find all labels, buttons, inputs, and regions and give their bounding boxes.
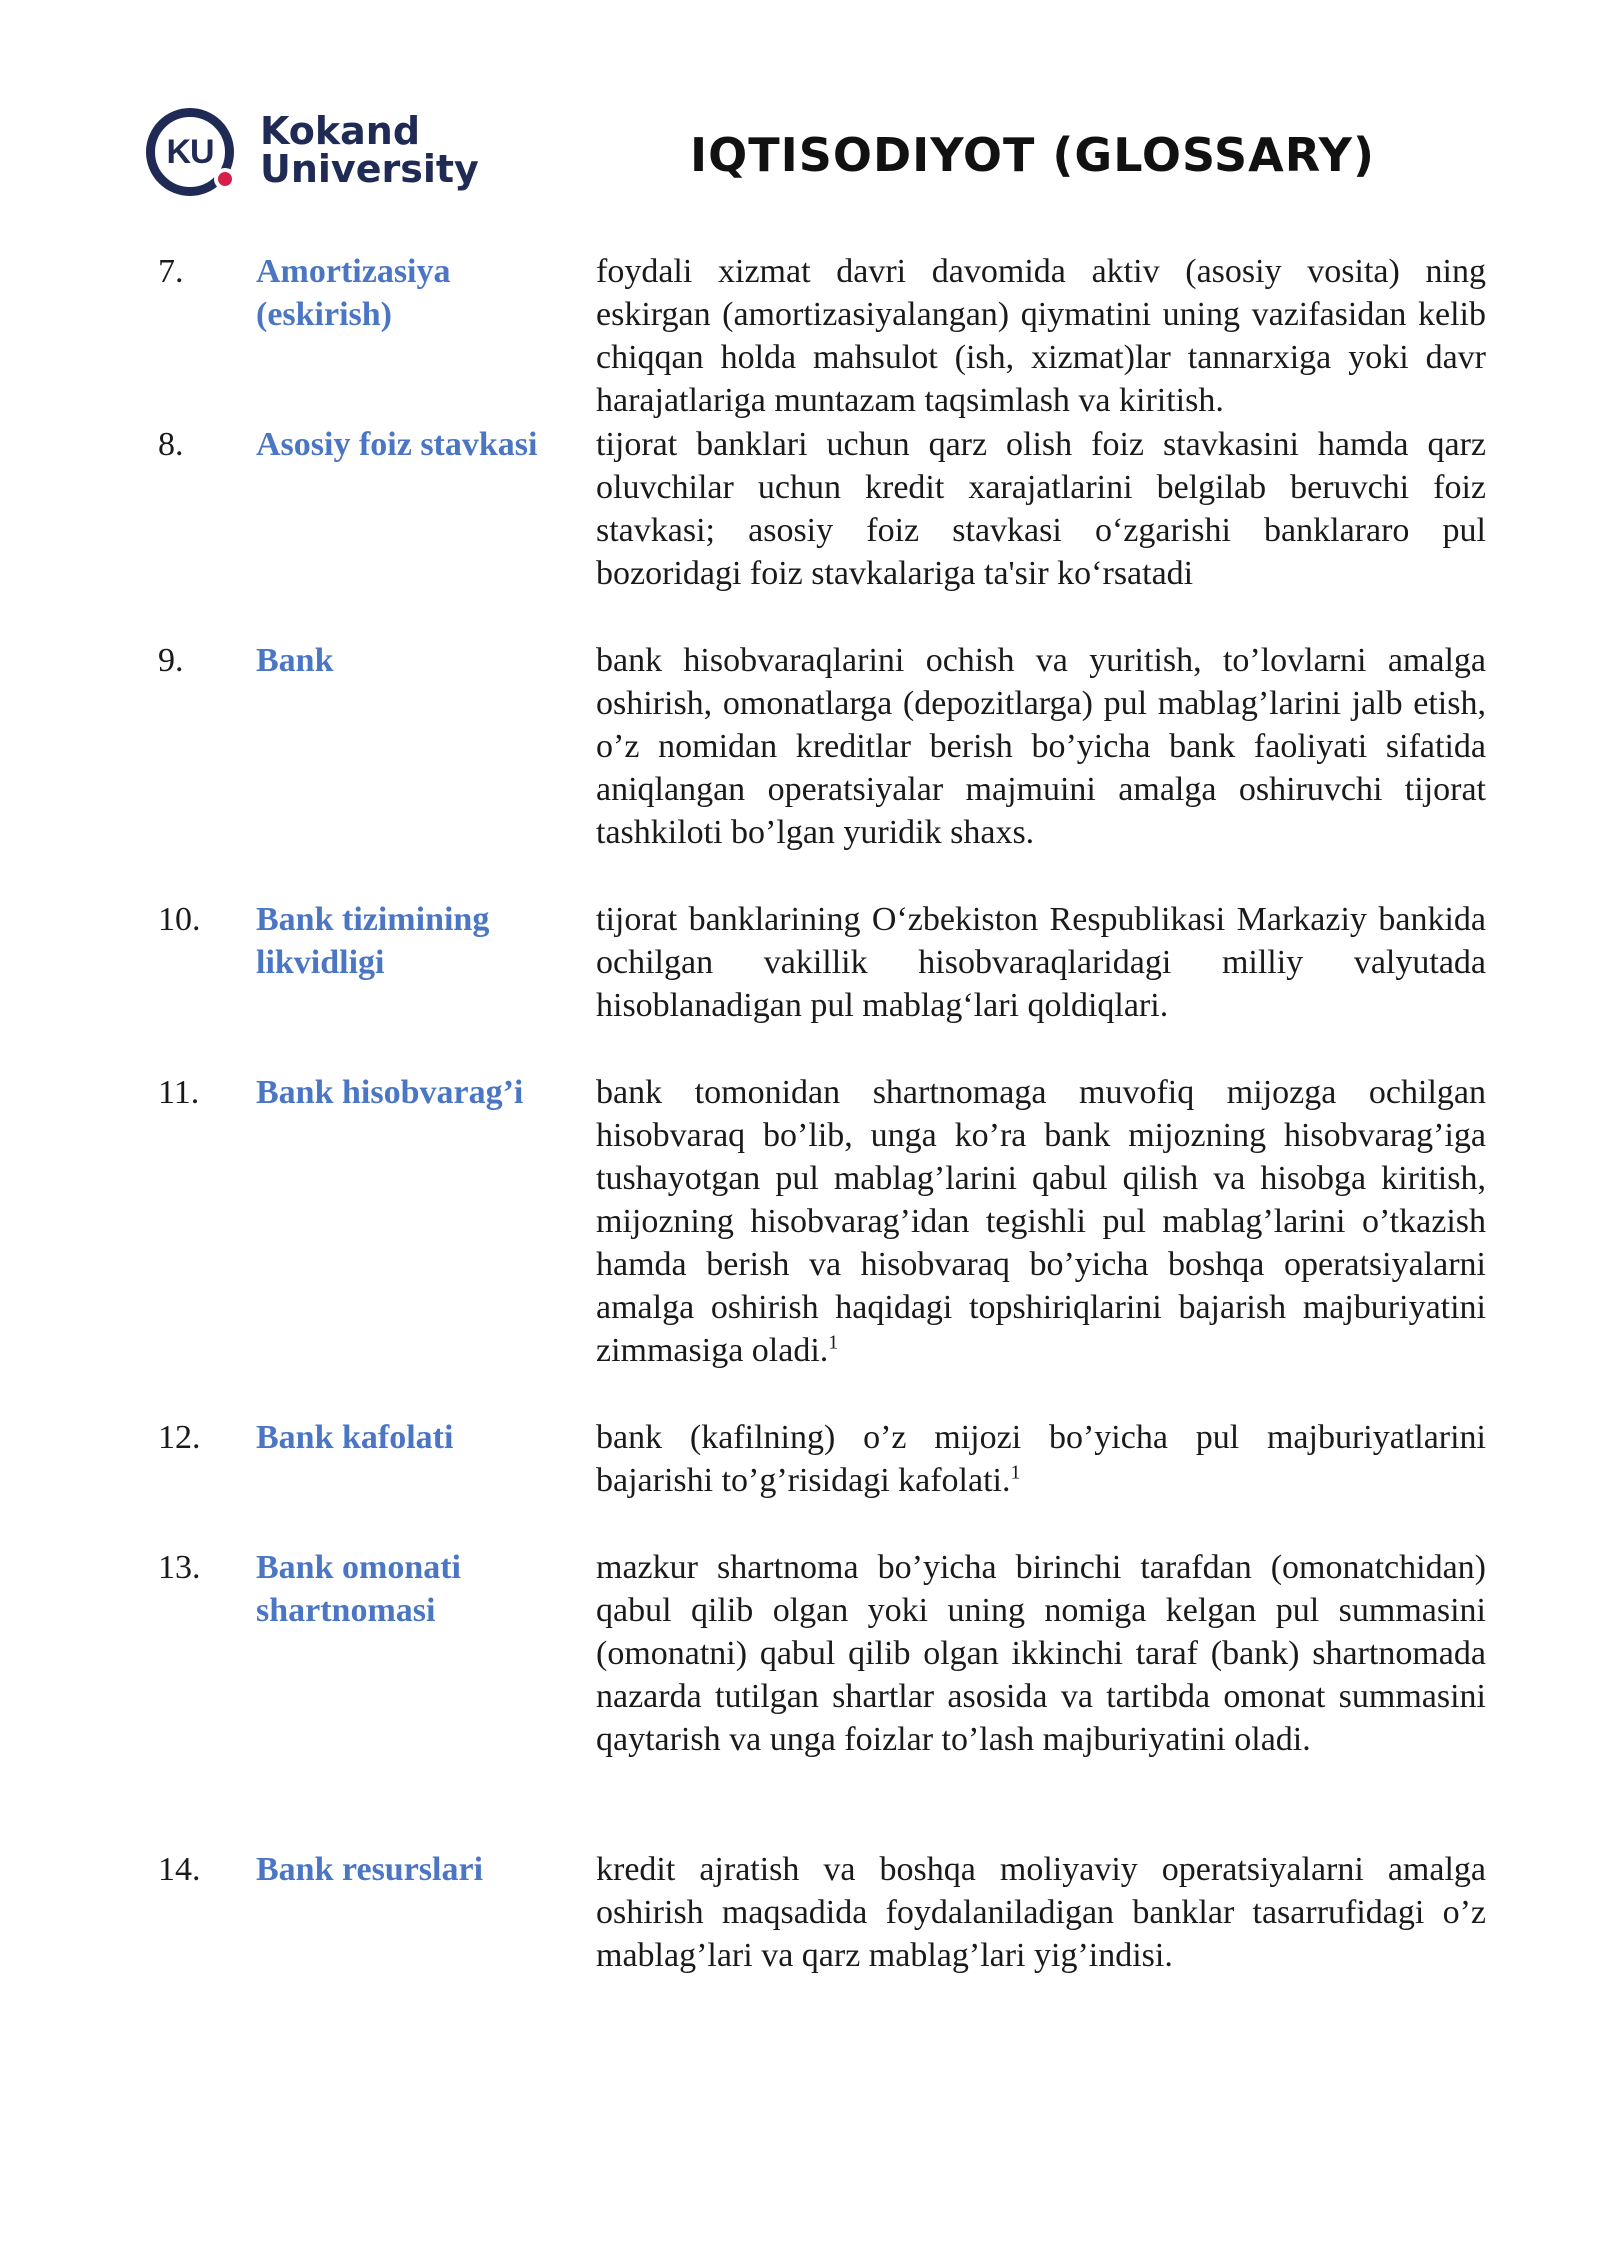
definition-text: bank tomonidan shartnomaga muvofiq mijozga ochilgan hisobvaraq bo’lib, unga ko’ra bank mijozning hisobvarag’iga tushayotgan pul mablag’larini qabul qilish va hisobga kiritish, mijozning hisobvarag’idan tegishli pul mablag’larini o’tkazish hamda berish va hisobvaraq bo’yicha boshqa operatsiyalarni amalga oshirish haqidagi topshiriqlarini bajarish majburiyatini zimmasiga oladi. [596, 1074, 1486, 1369]
entry-number: 8. [158, 426, 184, 463]
logo-line-1: Kokand [260, 109, 421, 153]
entry-definition [596, 250, 1486, 422]
definition-text: foydali xizmat davri davomida aktiv (asosiy vosita) ning eskirgan (amortizasiyalangan) qiymatini uning vazifasidan kelib chiqqan holda mahsulot (ish, xizmat)lar tannarxiga yoki davr harajatlariga muntazam taqsimlash va kiritish. [596, 253, 1486, 419]
footnote-marker[interactable]: 1 [1010, 1461, 1021, 1484]
entry-definition [596, 1848, 1486, 1977]
entry-term: Bank [256, 642, 334, 679]
entry-term: Bank resurslari [256, 1851, 484, 1888]
entry-number: 11. [158, 1074, 200, 1111]
entry-number: 14. [158, 1851, 201, 1888]
entry-definition [596, 1416, 1486, 1502]
entry-definition [596, 639, 1486, 854]
logo-wordmark [260, 109, 479, 191]
entry-definition [596, 423, 1486, 595]
logo-dot-icon [214, 168, 236, 190]
entry-definition [596, 898, 1486, 1027]
page-header [0, 0, 1600, 230]
entry-number: 9. [158, 642, 184, 679]
entry-definition [596, 1546, 1486, 1761]
entry-number: 7. [158, 253, 184, 290]
definition-text: mazkur shartnoma bo’yicha birinchi tarafdan (omonatchidan) qabul qilib olgan yoki uning nomiga kelgan pul summasini (omonatni) qabul qilib olgan ikkinchi taraf (bank) shartnomada nazarda tutilgan shartlar asosida va tartibda omonat summasini qaytarish va unga foizlar to’lash majburiyatini oladi. [596, 1549, 1486, 1758]
kokand-university-logo [146, 104, 486, 204]
entry-term: Bank omonati shartnomasi [256, 1549, 461, 1629]
entry-number: 10. [158, 901, 201, 938]
entry-term: Bank tizimining likvidligi [256, 901, 490, 981]
definition-text: bank hisobvaraqlarini ochish va yuritish, to’lovlarni amalga oshirish, omonatlarga (depozitlarga) pul mablag’larini jalb etish, o’z nomidan kreditlar berish bo’yicha bank faoliyati sifatida aniqlangan operatsiyalar majmuini amalga oshiruvchi tijorat tashkiloti bo’lgan yuridik shaxs. [596, 642, 1486, 851]
definition-text: tijorat banklarining O‘zbekiston Respublikasi Markaziy bankida ochilgan vakillik hisobvaraqlaridagi milliy valyutada hisoblanadigan pul mablag‘lari qoldiqlari. [596, 901, 1486, 1024]
entry-term: Bank hisobvarag’i [256, 1074, 524, 1111]
logo-line-2: University [260, 147, 479, 191]
definition-text: bank (kafilning) o’z mijozi bo’yicha pul majburiyatlarini bajarishi to’g’risidagi kafolati. [596, 1419, 1486, 1499]
entry-term: Bank kafolati [256, 1419, 454, 1456]
page-title: IQTISODIYOT (GLOSSARY) [690, 128, 1376, 182]
entry-term: Amortizasiya (eskirish) [256, 253, 451, 333]
logo-mark: KU [166, 132, 214, 171]
definition-text: tijorat banklari uchun qarz olish foiz stavkasini hamda qarz oluvchilar uchun kredit xarajatlarini belgilab beruvchi foiz stavkasi; asosiy foiz stavkasi o‘zgarishi banklararo pul bozoridagi foiz stavkalariga ta'sir ko‘rsatadi [596, 426, 1486, 592]
entry-number: 13. [158, 1549, 201, 1586]
footnote-marker[interactable]: 1 [828, 1331, 839, 1354]
definition-text: kredit ajratish va boshqa moliyaviy operatsiyalarni amalga oshirish maqsadida foydalaniladigan banklar tasarrufidagi o’z mablag’lari va qarz mablag’lari yig’indisi. [596, 1851, 1486, 1974]
entry-term: Asosiy foiz stavkasi [256, 426, 538, 463]
entry-definition [596, 1071, 1486, 1372]
entry-number: 12. [158, 1419, 201, 1456]
